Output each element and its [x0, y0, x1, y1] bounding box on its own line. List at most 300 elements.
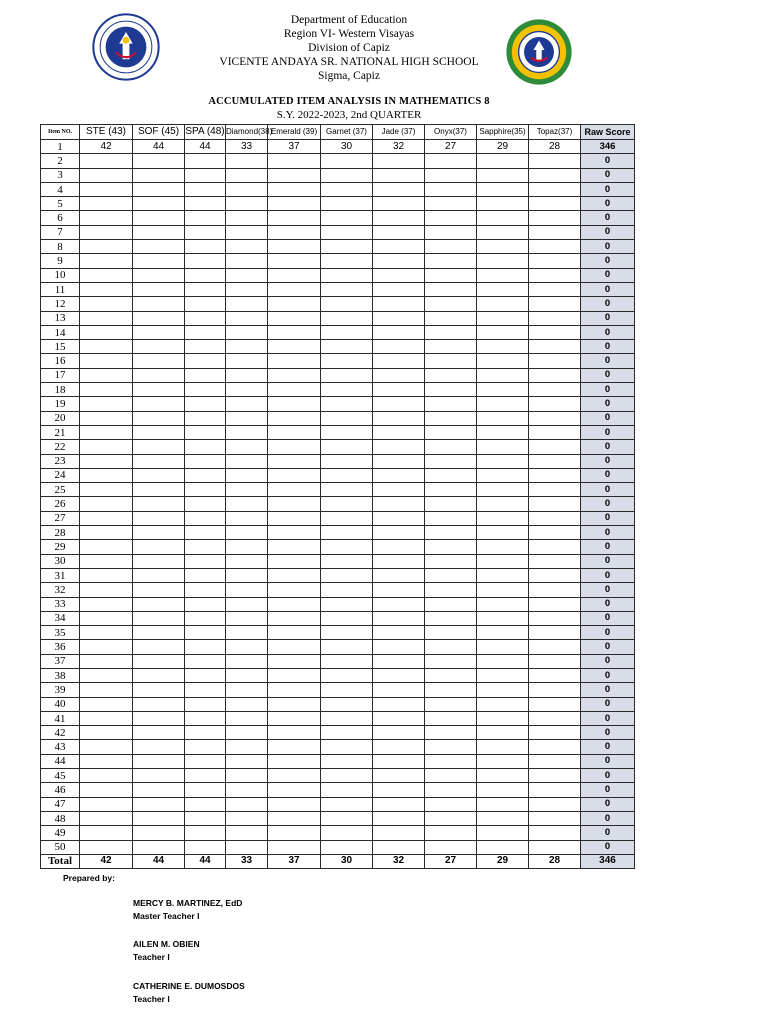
raw-score-cell: 0 — [581, 826, 635, 840]
table-cell — [425, 640, 477, 654]
table-cell — [321, 497, 373, 511]
table-cell — [226, 168, 268, 182]
table-cell — [133, 297, 185, 311]
table-cell — [477, 726, 529, 740]
table-cell — [133, 640, 185, 654]
table-cell — [321, 697, 373, 711]
table-cell — [80, 754, 133, 768]
table-cell — [321, 797, 373, 811]
table-cell — [268, 297, 321, 311]
table-cell — [529, 754, 581, 768]
item-number: 16 — [41, 354, 80, 368]
table-cell — [425, 611, 477, 625]
table-row — [41, 140, 635, 154]
table-cell — [268, 197, 321, 211]
raw-score-cell: 0 — [581, 325, 635, 339]
table-cell — [321, 154, 373, 168]
table-cell — [373, 225, 425, 239]
table-cell — [226, 268, 268, 282]
table-cell — [226, 383, 268, 397]
table-cell — [185, 254, 226, 268]
table-cell — [373, 754, 425, 768]
table-cell — [477, 397, 529, 411]
total-cell: 37 — [268, 854, 321, 868]
table-cell — [321, 540, 373, 554]
table-cell — [185, 225, 226, 239]
table-cell — [133, 497, 185, 511]
table-cell — [80, 840, 133, 854]
table-cell — [425, 783, 477, 797]
raw-score-cell: 0 — [581, 683, 635, 697]
table-cell — [425, 554, 477, 568]
item-number: 39 — [41, 683, 80, 697]
table-cell — [226, 454, 268, 468]
table-cell — [529, 740, 581, 754]
table-cell — [373, 683, 425, 697]
table-row — [41, 783, 635, 797]
raw-score-cell: 0 — [581, 740, 635, 754]
table-cell — [226, 568, 268, 582]
item-number: 18 — [41, 383, 80, 397]
table-cell — [425, 454, 477, 468]
table-cell — [373, 383, 425, 397]
table-cell — [425, 411, 477, 425]
table-cell — [133, 811, 185, 825]
table-cell — [529, 554, 581, 568]
table-cell — [185, 483, 226, 497]
table-row — [41, 197, 635, 211]
table-cell — [226, 826, 268, 840]
table-cell — [226, 297, 268, 311]
table-cell — [185, 654, 226, 668]
table-cell — [425, 540, 477, 554]
table-cell — [133, 611, 185, 625]
table-cell — [425, 526, 477, 540]
table-cell — [80, 483, 133, 497]
table-cell — [425, 840, 477, 854]
table-cell — [477, 354, 529, 368]
table-cell — [425, 425, 477, 439]
column-header: STE (43) — [80, 125, 133, 140]
table-cell — [226, 597, 268, 611]
table-cell — [80, 383, 133, 397]
table-cell — [80, 197, 133, 211]
table-cell — [133, 240, 185, 254]
table-cell — [185, 297, 226, 311]
division-name: Division of Capiz — [308, 42, 390, 54]
table-cell — [268, 240, 321, 254]
table-cell — [477, 754, 529, 768]
item-number: 4 — [41, 182, 80, 196]
item-number: 14 — [41, 325, 80, 339]
table-cell — [185, 497, 226, 511]
table-cell — [226, 840, 268, 854]
table-cell — [321, 740, 373, 754]
total-cell: 30 — [321, 854, 373, 868]
table-row — [41, 225, 635, 239]
table-cell — [133, 197, 185, 211]
table-cell — [133, 783, 185, 797]
raw-score-cell: 0 — [581, 797, 635, 811]
table-cell — [226, 440, 268, 454]
table-cell — [133, 182, 185, 196]
table-cell — [529, 683, 581, 697]
table-cell — [529, 440, 581, 454]
item-number: 27 — [41, 511, 80, 525]
table-cell — [185, 811, 226, 825]
total-row — [41, 854, 635, 868]
table-cell — [529, 611, 581, 625]
table-row — [41, 411, 635, 425]
table-cell — [529, 668, 581, 682]
table-cell — [226, 797, 268, 811]
table-cell — [268, 683, 321, 697]
table-cell — [425, 654, 477, 668]
item-number: 47 — [41, 797, 80, 811]
table-cell — [373, 668, 425, 682]
table-cell — [425, 168, 477, 182]
item-number: 22 — [41, 440, 80, 454]
table-cell — [268, 840, 321, 854]
table-cell — [477, 254, 529, 268]
total-raw-score: 346 — [581, 854, 635, 868]
table-row — [41, 526, 635, 540]
raw-score-cell: 0 — [581, 282, 635, 296]
table-cell — [133, 368, 185, 382]
table-cell — [529, 783, 581, 797]
table-cell — [80, 668, 133, 682]
table-cell — [321, 340, 373, 354]
table-cell — [185, 640, 226, 654]
table-cell — [321, 425, 373, 439]
table-cell — [268, 383, 321, 397]
table-cell — [477, 197, 529, 211]
raw-score-cell: 0 — [581, 583, 635, 597]
column-header: Garnet (37) — [321, 125, 373, 140]
item-number: 40 — [41, 697, 80, 711]
table-cell — [477, 568, 529, 582]
table-cell — [185, 440, 226, 454]
table-cell — [321, 297, 373, 311]
table-cell — [425, 826, 477, 840]
table-cell — [321, 311, 373, 325]
table-cell — [185, 168, 226, 182]
table-cell — [477, 640, 529, 654]
total-cell: 27 — [425, 854, 477, 868]
school-name: VICENTE ANDAYA SR. NATIONAL HIGH SCHOOL — [219, 56, 479, 68]
table-cell — [321, 483, 373, 497]
table-cell — [321, 411, 373, 425]
table-cell — [185, 354, 226, 368]
table-cell — [80, 626, 133, 640]
table-cell — [477, 425, 529, 439]
table-cell — [226, 197, 268, 211]
table-cell — [133, 769, 185, 783]
raw-score-cell: 0 — [581, 540, 635, 554]
table-cell — [185, 568, 226, 582]
table-row — [41, 840, 635, 854]
table-cell — [529, 454, 581, 468]
table-cell — [80, 182, 133, 196]
table-cell — [80, 783, 133, 797]
table-cell — [477, 654, 529, 668]
item-number: 35 — [41, 626, 80, 640]
table-cell — [529, 811, 581, 825]
table-cell — [226, 354, 268, 368]
document-subtitle: S.Y. 2022-2023, 2nd QUARTER — [276, 109, 422, 121]
table-row — [41, 254, 635, 268]
table-cell — [268, 225, 321, 239]
table-cell — [226, 583, 268, 597]
table-row — [41, 297, 635, 311]
table-cell — [80, 154, 133, 168]
table-cell — [226, 697, 268, 711]
signatory-block — [133, 897, 242, 923]
table-cell — [373, 540, 425, 554]
table-cell — [133, 254, 185, 268]
table-cell — [373, 425, 425, 439]
table-cell — [226, 225, 268, 239]
table-cell — [185, 683, 226, 697]
table-cell — [226, 240, 268, 254]
table-cell — [477, 783, 529, 797]
table-cell — [268, 411, 321, 425]
table-cell — [477, 797, 529, 811]
item-number: 6 — [41, 211, 80, 225]
raw-score-cell: 0 — [581, 340, 635, 354]
table-cell — [425, 568, 477, 582]
raw-score-cell: 0 — [581, 368, 635, 382]
table-row — [41, 340, 635, 354]
table-cell — [226, 468, 268, 482]
table-cell — [373, 397, 425, 411]
table-cell — [321, 440, 373, 454]
table-cell — [268, 397, 321, 411]
raw-score-cell: 0 — [581, 668, 635, 682]
item-number: 36 — [41, 640, 80, 654]
table-cell — [373, 211, 425, 225]
table-cell — [373, 840, 425, 854]
table-cell — [373, 797, 425, 811]
table-cell — [321, 383, 373, 397]
table-cell — [226, 368, 268, 382]
table-header-row — [41, 125, 635, 140]
raw-score-cell: 0 — [581, 811, 635, 825]
table-cell — [321, 711, 373, 725]
table-cell — [321, 611, 373, 625]
item-number: 13 — [41, 311, 80, 325]
table-cell — [477, 483, 529, 497]
table-cell — [373, 726, 425, 740]
raw-score-cell: 0 — [581, 568, 635, 582]
item-number: 26 — [41, 497, 80, 511]
table-cell — [373, 368, 425, 382]
item-no-header: Item NO. — [41, 125, 80, 140]
table-cell — [373, 297, 425, 311]
table-cell — [268, 654, 321, 668]
table-cell — [133, 683, 185, 697]
table-cell — [529, 311, 581, 325]
table-cell — [321, 726, 373, 740]
table-cell — [133, 268, 185, 282]
raw-score-cell: 0 — [581, 225, 635, 239]
table-cell — [373, 826, 425, 840]
table-cell — [268, 440, 321, 454]
table-row — [41, 182, 635, 196]
table-cell — [321, 468, 373, 482]
item-number: 10 — [41, 268, 80, 282]
table-cell — [268, 168, 321, 182]
table-row — [41, 797, 635, 811]
table-cell — [133, 554, 185, 568]
table-cell — [529, 154, 581, 168]
table-cell — [373, 497, 425, 511]
table-cell — [321, 282, 373, 296]
table-cell — [185, 182, 226, 196]
signatory-position: Teacher I — [133, 994, 170, 1004]
raw-score-header: Raw Score — [581, 125, 635, 140]
raw-score-cell: 0 — [581, 769, 635, 783]
table-cell — [529, 697, 581, 711]
item-number: 12 — [41, 297, 80, 311]
item-number: 7 — [41, 225, 80, 239]
table-cell — [133, 454, 185, 468]
table-cell — [321, 597, 373, 611]
table-cell — [321, 783, 373, 797]
table-cell — [226, 754, 268, 768]
item-number: 5 — [41, 197, 80, 211]
table-cell — [477, 268, 529, 282]
table-cell — [226, 411, 268, 425]
table-cell — [321, 168, 373, 182]
table-cell — [425, 740, 477, 754]
table-cell — [477, 683, 529, 697]
table-cell — [185, 282, 226, 296]
region-name: Region VI- Western Visayas — [283, 28, 415, 40]
table-cell — [425, 282, 477, 296]
table-cell — [529, 397, 581, 411]
table-cell — [373, 411, 425, 425]
table-cell — [477, 297, 529, 311]
table-cell — [80, 740, 133, 754]
table-cell — [477, 411, 529, 425]
table-cell — [477, 583, 529, 597]
table-cell — [529, 840, 581, 854]
table-cell — [373, 354, 425, 368]
table-cell — [185, 154, 226, 168]
table-cell — [268, 697, 321, 711]
table-cell — [477, 168, 529, 182]
table-cell — [226, 211, 268, 225]
table-cell — [373, 282, 425, 296]
table-cell — [80, 311, 133, 325]
table-cell — [226, 182, 268, 196]
table-cell — [321, 354, 373, 368]
table-cell — [477, 554, 529, 568]
item-number: 49 — [41, 826, 80, 840]
table-cell — [268, 554, 321, 568]
table-cell: 44 — [185, 140, 226, 154]
total-cell: 29 — [477, 854, 529, 868]
table-cell — [226, 282, 268, 296]
table-cell — [477, 325, 529, 339]
table-cell — [80, 511, 133, 525]
table-row — [41, 325, 635, 339]
table-cell — [133, 468, 185, 482]
table-cell — [425, 583, 477, 597]
table-cell — [185, 397, 226, 411]
table-cell — [80, 254, 133, 268]
raw-score-cell: 0 — [581, 297, 635, 311]
table-cell — [321, 811, 373, 825]
table-cell — [425, 754, 477, 768]
total-cell: 32 — [373, 854, 425, 868]
item-number: 38 — [41, 668, 80, 682]
table-cell: 33 — [226, 140, 268, 154]
table-cell — [373, 154, 425, 168]
raw-score-cell: 0 — [581, 182, 635, 196]
raw-score-cell: 0 — [581, 840, 635, 854]
table-cell — [321, 368, 373, 382]
table-row — [41, 597, 635, 611]
table-cell — [226, 325, 268, 339]
table-cell — [373, 325, 425, 339]
table-row — [41, 683, 635, 697]
table-cell — [80, 640, 133, 654]
item-number: 15 — [41, 340, 80, 354]
table-row — [41, 769, 635, 783]
table-cell — [133, 654, 185, 668]
table-cell — [373, 511, 425, 525]
table-cell — [226, 811, 268, 825]
table-cell — [425, 769, 477, 783]
table-cell — [133, 383, 185, 397]
table-cell — [133, 154, 185, 168]
table-row — [41, 711, 635, 725]
table-cell — [133, 797, 185, 811]
table-cell — [425, 325, 477, 339]
table-cell — [477, 368, 529, 382]
signatory-block — [133, 938, 200, 964]
table-cell — [477, 468, 529, 482]
table-cell — [529, 654, 581, 668]
column-header: Onyx(37) — [425, 125, 477, 140]
table-cell — [133, 726, 185, 740]
table-cell — [268, 511, 321, 525]
table-cell — [133, 668, 185, 682]
table-cell — [425, 397, 477, 411]
table-row — [41, 268, 635, 282]
total-cell: 42 — [80, 854, 133, 868]
table-cell — [425, 468, 477, 482]
table-row — [41, 354, 635, 368]
signatory-position: Teacher I — [133, 952, 170, 962]
table-cell — [80, 526, 133, 540]
item-number: 46 — [41, 783, 80, 797]
item-number: 2 — [41, 154, 80, 168]
table-cell — [321, 668, 373, 682]
table-cell — [373, 769, 425, 783]
table-cell — [529, 468, 581, 482]
table-cell — [268, 468, 321, 482]
table-cell — [321, 583, 373, 597]
table-cell — [373, 640, 425, 654]
table-cell — [80, 440, 133, 454]
table-cell — [373, 440, 425, 454]
table-cell — [133, 597, 185, 611]
table-cell — [80, 397, 133, 411]
table-cell — [529, 583, 581, 597]
